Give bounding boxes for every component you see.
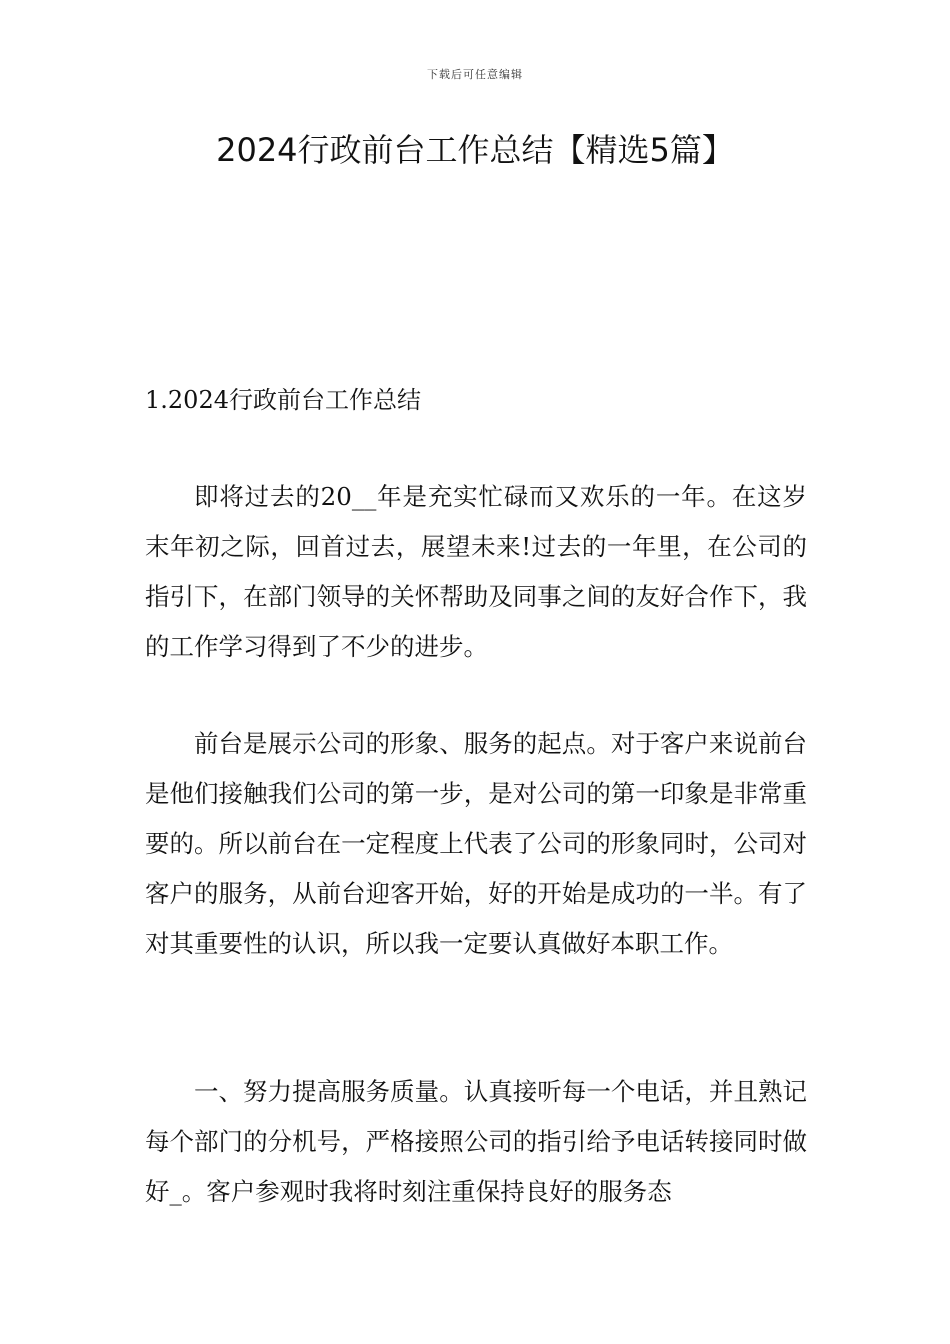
section-heading: 1.2024行政前台工作总结 (145, 386, 421, 414)
paragraph-front-desk-role: 前台是展示公司的形象、服务的起点。对于客户来说前台是他们接触我们公司的第一步，是对公司的第一印象是非常重要的。所以前台在一定程度上代表了公司的形象同时，公司对客户的服务，从前台迎客开始，好的开始是成功的一半。有了对其重要性的认识，所以我一定要认真做好本职工作。 (145, 729, 807, 958)
document-title: 2024行政前台工作总结【精选5篇】 (216, 131, 734, 169)
paragraph-intro: 即将过去的20__年是充实忙碌而又欢乐的一年。在这岁末年初之际，回首过去，展望未来!过去的一年里，在公司的指引下，在部门领导的关怀帮助及同事之间的友好合作下，我的工作学习得到了不少的进步。 (145, 482, 807, 661)
paragraph-service-quality: 一、努力提高服务质量。认真接听每一个电话，并且熟记每个部门的分机号，严格接照公司的指引给予电话转接同时做好_。客户参观时我将时刻注重保持良好的服务态 (145, 1077, 807, 1206)
header-note: 下载后可任意编辑 (427, 68, 523, 81)
